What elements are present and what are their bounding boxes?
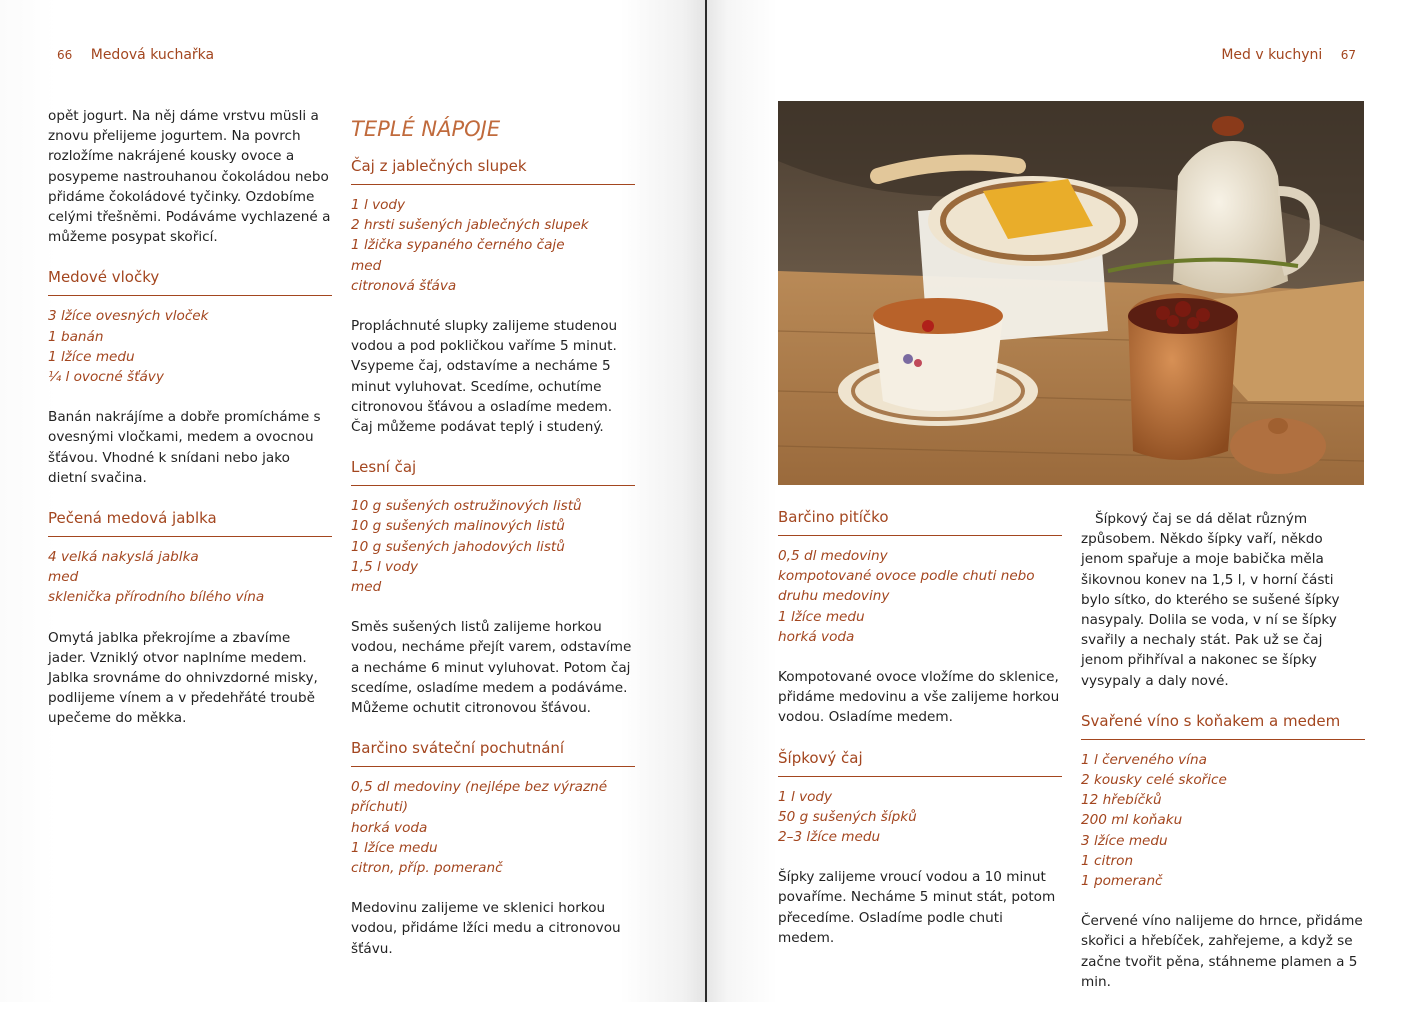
right-page-number: 67 — [1340, 48, 1356, 62]
ingredient: 2 kousky celé skořice — [1081, 772, 1227, 789]
intro-paragraph: opět jogurt. Na něj dáme vrstvu müsli a znovu přelijeme jogurtem. Na povrch rozložíme nakrájené kousky ovoce a posypeme nastrouhanou čokoládou nebo přidáme čokoládové tyčinky. Ozdobíme celými třešněmi. Podáváme vychlazené a můžeme posypat skořicí. — [48, 108, 331, 246]
right-running-title: Med v kuchyni — [1221, 47, 1323, 63]
ingredient: sklenička přírodního bílého vína — [48, 589, 265, 606]
ingredient-list — [778, 787, 1062, 848]
ingredient-list — [351, 777, 635, 878]
left-col-1 — [48, 106, 332, 749]
ingredient: 3 lžíce medu — [1081, 832, 1168, 849]
recipe-text: Medovinu zalijeme ve sklenici horkou vodou, přidáme lžíci medu a citronovou šťávu. — [351, 900, 621, 957]
recipe-title: Barčino sváteční pochutnání — [351, 738, 635, 767]
ingredient: 4 velká nakyslá jablka — [48, 549, 199, 566]
left-page-number: 66 — [57, 48, 73, 62]
ingredient: 1 l červeného vína — [1081, 751, 1207, 768]
ingredient: 1 lžíce medu — [351, 839, 438, 856]
ingredient: 1 citron — [1081, 852, 1134, 869]
ingredient: 1 l vody — [351, 197, 406, 213]
photo-illustration — [778, 101, 1364, 485]
ingredient: 1 lžíce medu — [48, 348, 135, 365]
ingredient: 200 ml koňaku — [1081, 812, 1183, 829]
ingredient: med — [351, 579, 382, 596]
ingredient: 0,5 dl medoviny — [778, 548, 888, 564]
ingredient-list — [48, 547, 332, 608]
ingredient: 2 hrsti sušených jablečných slupek — [351, 217, 589, 234]
right-running-head — [1221, 47, 1356, 63]
right-col-1 — [778, 507, 1062, 968]
recipe-title: Lesní čaj — [351, 457, 635, 486]
ingredient: citronová šťáva — [351, 277, 457, 294]
ingredient: 10 g sušených ostružinových listů — [351, 498, 582, 515]
ingredient: 1 lžička sypaného černého čaje — [351, 237, 565, 254]
recipe-title: Barčino pitíčko — [778, 507, 1062, 536]
ingredient: kompotované ovoce podle chuti nebo druhu medoviny — [778, 568, 1035, 605]
recipe-text: Banán nakrájíme a dobře promícháme s ovesnými vločkami, medem a ovocnou šťávou. Vhodné k snídani nebo jako dietní svačina. — [48, 409, 321, 486]
recipe-title: Šípkový čaj — [778, 748, 1062, 777]
ingredient: 10 g sušených jahodových listů — [351, 538, 565, 555]
section-title: TEPLÉ NÁPOJE — [351, 117, 501, 141]
ingredient: 3 lžíce ovesných vloček — [48, 308, 209, 325]
recipe-text: Šípky zalijeme vroucí vodou a 10 minut povaříme. Necháme 5 minut stát, potom přecedíme. Osladíme podle chuti medem. — [778, 869, 1056, 946]
ingredient-list — [1081, 750, 1365, 891]
recipe-title: Pečená medová jablka — [48, 508, 332, 537]
right-col-2 — [1081, 509, 1365, 1012]
ingredient: 0,5 dl medoviny (nejlépe bez výrazné příchuti) — [351, 779, 608, 816]
ingredient-list — [48, 306, 332, 387]
left-page — [0, 0, 705, 1002]
tea-honey-photo — [778, 101, 1364, 485]
ingredient-list — [778, 546, 1062, 647]
recipe-title: Medové vločky — [48, 267, 332, 296]
ingredient: horká voda — [778, 628, 855, 645]
recipe-text: Propláchnuté slupky zalijeme studenou vodou a pod pokličkou vaříme 5 minut. Vsypeme čaj, odstavíme a necháme 5 minut vyluhovat. Scedíme, ochutíme citronovou šťávou a osladíme medem. Čaj můžeme podávat teplý i studený. — [351, 318, 618, 436]
recipe-text: Kompotované ovoce vložíme do sklenice, přidáme medovinu a vše zalijeme horkou vodou. Osladíme medem. — [778, 669, 1060, 726]
ingredient: 1 banán — [48, 328, 104, 345]
ingredient: 1 pomeranč — [1081, 873, 1163, 890]
ingredient-list — [351, 195, 635, 296]
ingredient: 50 g sušených šípků — [778, 808, 917, 825]
recipe-title: Čaj z jablečných slupek — [351, 156, 635, 185]
ingredient: 1 lžíce medu — [778, 608, 865, 625]
left-col-2 — [351, 106, 635, 979]
ingredient: citron, příp. pomeranč — [351, 860, 503, 877]
recipe-text: Omytá jablka překrojíme a zbavíme jader. Vzniklý otvor naplníme medem. Jablka srovnáme do ohnivzdorné misky, podlijeme vínem a v předehřáté troubě upečeme do měkka. — [48, 629, 318, 727]
ingredient: horká voda — [351, 819, 428, 836]
ingredient: 1 l vody — [778, 788, 833, 805]
left-running-title: Medová kuchařka — [90, 47, 215, 63]
recipe-text: Směs sušených listů zalijeme horkou vodou, necháme přejít varem, odstavíme a necháme 6 minut vyluhovat. Potom čaj scedíme, osladíme medem a podáváme. Můžeme ochutit citronovou šťávou. — [351, 619, 632, 717]
ingredient: med — [48, 569, 79, 586]
ingredient: med — [351, 257, 382, 274]
ingredient: 12 hřebíčků — [1081, 792, 1162, 809]
intro-paragraph: Šípkový čaj se dá dělat různým způsobem. Někdo šípky vaří, někdo jenom spařuje a moje babička měla šikovnou konev na 1,5 l, v horní části bylo sítko, do kterého se sušené šípky nasypaly. Dolila se voda, v ní se šípky svařily a nechaly stát. Pak už se čaj jenom přihříval a nakonec se šípky vysypaly a daly nové. — [1081, 511, 1340, 689]
ingredient: 2–3 lžíce medu — [778, 829, 881, 846]
recipe-text: Červené víno nalijeme do hrnce, přidáme skořici a hřebíček, zahřejeme, a když se začne tvořit pěna, stáhneme plamen a 5 min. — [1081, 913, 1363, 990]
recipe-title: Svařené víno s koňakem a medem — [1081, 711, 1365, 740]
ingredient: 10 g sušených malinových listů — [351, 518, 565, 535]
ingredient: ¼ l ovocné šťávy — [48, 369, 164, 386]
ingredient: 1,5 l vody — [351, 558, 419, 575]
left-running-head — [57, 47, 214, 63]
ingredient-list — [351, 496, 635, 597]
